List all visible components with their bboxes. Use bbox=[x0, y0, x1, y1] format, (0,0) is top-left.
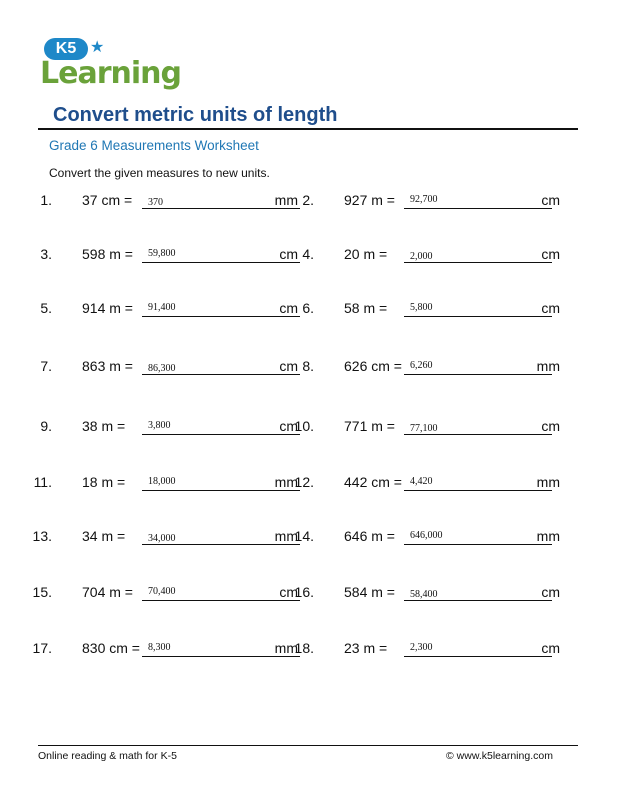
footer-website: © www.k5learning.com bbox=[446, 750, 553, 762]
question-expression: 863 m = bbox=[82, 358, 133, 374]
handwritten-answer: 91,400 bbox=[148, 302, 176, 313]
question-item bbox=[288, 468, 568, 494]
answer-line[interactable] bbox=[142, 316, 300, 317]
target-unit: cm bbox=[541, 584, 560, 600]
question-number: 1. bbox=[40, 192, 52, 208]
question-expression: 20 m = bbox=[344, 246, 388, 262]
logo-badge: K5 bbox=[44, 38, 88, 60]
target-unit: mm bbox=[274, 640, 298, 656]
question-number: 10. bbox=[294, 418, 314, 434]
question-expression: 584 m = bbox=[344, 584, 395, 600]
question-expression: 704 m = bbox=[82, 584, 133, 600]
question-item bbox=[288, 412, 568, 438]
handwritten-answer: 6,260 bbox=[410, 360, 433, 371]
answer-line[interactable] bbox=[404, 656, 552, 657]
question-number: 16. bbox=[294, 584, 314, 600]
question-expression: 18 m = bbox=[82, 474, 126, 490]
question-expression: 927 m = bbox=[344, 192, 395, 208]
target-unit: mm bbox=[536, 528, 560, 544]
target-unit: cm bbox=[541, 300, 560, 316]
target-unit: mm bbox=[536, 474, 560, 490]
handwritten-answer: 92,700 bbox=[410, 194, 438, 205]
question-number: 2. bbox=[302, 192, 314, 208]
answer-line[interactable] bbox=[404, 374, 552, 375]
logo-wordmark: Learning bbox=[40, 56, 181, 91]
question-expression: 914 m = bbox=[82, 300, 133, 316]
question-expression: 34 m = bbox=[82, 528, 126, 544]
question-expression: 646 m = bbox=[344, 528, 395, 544]
question-expression: 23 m = bbox=[344, 640, 388, 656]
question-item bbox=[26, 240, 306, 266]
k5-learning-logo bbox=[40, 38, 181, 91]
question-number: 18. bbox=[294, 640, 314, 656]
question-number: 8. bbox=[302, 358, 314, 374]
question-item bbox=[26, 412, 306, 438]
question-expression: 58 m = bbox=[344, 300, 388, 316]
answer-line[interactable] bbox=[404, 600, 552, 601]
target-unit: cm bbox=[541, 418, 560, 434]
question-number: 5. bbox=[40, 300, 52, 316]
question-number: 7. bbox=[40, 358, 52, 374]
question-item bbox=[26, 352, 306, 378]
question-expression: 830 cm = bbox=[82, 640, 140, 656]
answer-line[interactable] bbox=[142, 656, 300, 657]
question-number: 6. bbox=[302, 300, 314, 316]
handwritten-answer: 34,000 bbox=[148, 533, 176, 544]
handwritten-answer: 5,800 bbox=[410, 302, 433, 313]
question-number: 3. bbox=[40, 246, 52, 262]
target-unit: cm bbox=[279, 246, 298, 262]
question-number: 17. bbox=[32, 640, 52, 656]
worksheet-subtitle: Grade 6 Measurements Worksheet bbox=[49, 138, 259, 153]
question-item bbox=[288, 634, 568, 660]
target-unit: mm bbox=[274, 192, 298, 208]
handwritten-answer: 70,400 bbox=[148, 586, 176, 597]
answer-line[interactable] bbox=[404, 316, 552, 317]
handwritten-answer: 3,800 bbox=[148, 420, 171, 431]
question-expression: 442 cm = bbox=[344, 474, 402, 490]
question-number: 14. bbox=[294, 528, 314, 544]
footer-tagline: Online reading & math for K-5 bbox=[38, 750, 177, 762]
answer-line[interactable] bbox=[142, 490, 300, 491]
handwritten-answer: 77,100 bbox=[410, 423, 438, 434]
answer-line[interactable] bbox=[142, 434, 300, 435]
handwritten-answer: 2,300 bbox=[410, 642, 433, 653]
handwritten-answer: 86,300 bbox=[148, 363, 176, 374]
handwritten-answer: 58,400 bbox=[410, 589, 438, 600]
answer-line[interactable] bbox=[404, 434, 552, 435]
title-divider bbox=[38, 128, 578, 130]
question-number: 4. bbox=[302, 246, 314, 262]
star-icon: ★ bbox=[90, 39, 105, 56]
answer-line[interactable] bbox=[142, 600, 300, 601]
question-number: 11. bbox=[33, 474, 52, 490]
question-expression: 626 cm = bbox=[344, 358, 402, 374]
answer-line[interactable] bbox=[404, 262, 552, 263]
question-number: 15. bbox=[32, 584, 52, 600]
answer-line[interactable] bbox=[404, 544, 552, 545]
target-unit: mm bbox=[536, 358, 560, 374]
answer-line[interactable] bbox=[142, 262, 300, 263]
target-unit: cm bbox=[279, 358, 298, 374]
question-number: 13. bbox=[32, 528, 52, 544]
question-item bbox=[288, 578, 568, 604]
question-item bbox=[26, 578, 306, 604]
answer-line[interactable] bbox=[142, 208, 300, 209]
question-item bbox=[288, 186, 568, 212]
target-unit: mm bbox=[274, 528, 298, 544]
question-item bbox=[26, 522, 306, 548]
target-unit: cm bbox=[541, 246, 560, 262]
question-expression: 38 m = bbox=[82, 418, 126, 434]
answer-line[interactable] bbox=[404, 490, 552, 491]
answer-line[interactable] bbox=[404, 208, 552, 209]
target-unit: cm bbox=[279, 300, 298, 316]
handwritten-answer: 370 bbox=[148, 197, 163, 208]
footer-divider bbox=[38, 745, 578, 746]
handwritten-answer: 18,000 bbox=[148, 476, 176, 487]
question-number: 9. bbox=[40, 418, 52, 434]
target-unit: mm bbox=[274, 474, 298, 490]
target-unit: cm bbox=[279, 418, 298, 434]
question-item bbox=[26, 294, 306, 320]
handwritten-answer: 59,800 bbox=[148, 248, 176, 259]
question-item bbox=[288, 294, 568, 320]
target-unit: cm bbox=[279, 584, 298, 600]
question-item bbox=[26, 634, 306, 660]
target-unit: cm bbox=[541, 640, 560, 656]
handwritten-answer: 4,420 bbox=[410, 476, 433, 487]
handwritten-answer: 8,300 bbox=[148, 642, 171, 653]
instructions: Convert the given measures to new units. bbox=[49, 166, 270, 180]
answer-line[interactable] bbox=[142, 544, 300, 545]
target-unit: cm bbox=[541, 192, 560, 208]
question-item bbox=[288, 352, 568, 378]
worksheet-title: Convert metric units of length bbox=[53, 104, 338, 126]
question-expression: 598 m = bbox=[82, 246, 133, 262]
handwritten-answer: 646,000 bbox=[410, 530, 443, 541]
handwritten-answer: 2,000 bbox=[410, 251, 433, 262]
question-item bbox=[26, 468, 306, 494]
question-expression: 771 m = bbox=[344, 418, 395, 434]
question-expression: 37 cm = bbox=[82, 192, 133, 208]
question-item bbox=[288, 522, 568, 548]
answer-line[interactable] bbox=[142, 374, 300, 375]
question-item bbox=[26, 186, 306, 212]
question-item bbox=[288, 240, 568, 266]
question-number: 12. bbox=[294, 474, 314, 490]
